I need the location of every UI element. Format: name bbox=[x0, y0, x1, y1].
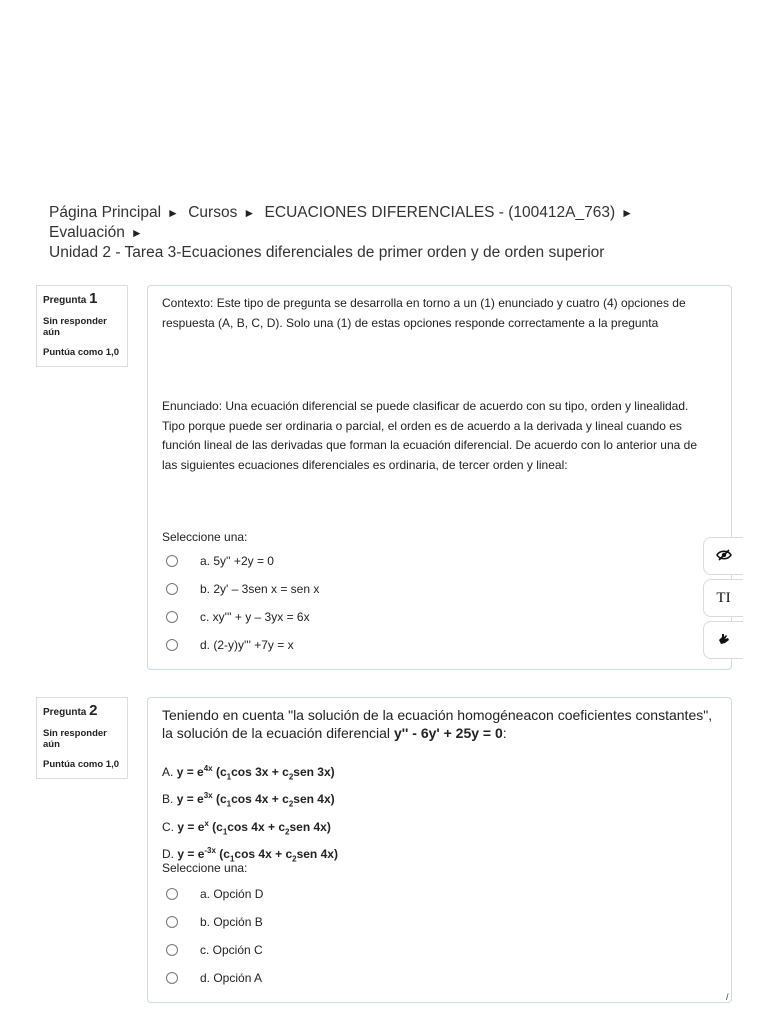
question-number-value: 2 bbox=[89, 702, 98, 719]
breadcrumb-separator: ► bbox=[167, 206, 179, 220]
option-sub1: 1 bbox=[222, 827, 228, 837]
option-term1: cos 4x + c bbox=[227, 819, 286, 834]
solution-option-b bbox=[162, 786, 722, 813]
corner-mark: / bbox=[726, 992, 729, 1002]
answer-label[interactable]: b. Opción B bbox=[200, 915, 263, 929]
question-state: Sin responder aún bbox=[43, 728, 107, 750]
breadcrumb-link-evaluation[interactable]: Evaluación bbox=[49, 224, 125, 241]
option-term2: sen 4x) bbox=[293, 792, 335, 807]
option-exponent: -3x bbox=[204, 846, 216, 856]
question-info bbox=[36, 285, 128, 367]
radio-button[interactable] bbox=[166, 583, 178, 595]
question-label: Pregunta bbox=[43, 295, 87, 306]
breadcrumb-link-courses[interactable]: Cursos bbox=[188, 204, 238, 221]
option-term1: cos 4x + c bbox=[231, 792, 289, 807]
option-exponent: 3x bbox=[203, 791, 213, 801]
breadcrumb bbox=[49, 203, 699, 262]
question-number bbox=[43, 290, 121, 307]
question-state: Sin responder aún bbox=[43, 316, 107, 338]
option-sub2: 2 bbox=[285, 827, 290, 837]
radio-button[interactable] bbox=[166, 944, 178, 956]
option-sub1: 1 bbox=[229, 854, 235, 864]
question-text bbox=[162, 294, 702, 475]
breadcrumb-current[interactable]: Unidad 2 - Tarea 3-Ecuaciones diferenciales de primer orden y de orden superior bbox=[49, 244, 605, 261]
option-c-open: (c bbox=[215, 765, 227, 779]
option-exponent: x bbox=[204, 818, 209, 828]
option-sub2: 2 bbox=[292, 854, 297, 864]
question-number-value: 1 bbox=[89, 290, 98, 307]
hand-icon bbox=[717, 632, 731, 649]
breadcrumb-link-course[interactable]: ECUACIONES DIFERENCIALES - (100412A_763) bbox=[264, 204, 616, 221]
hand-tool-button[interactable] bbox=[703, 621, 743, 659]
select-prompt: Seleccione una: bbox=[162, 530, 248, 544]
breadcrumb-separator: ► bbox=[243, 206, 256, 220]
breadcrumb-link-home[interactable]: Página Principal bbox=[49, 204, 162, 221]
option-y-eq: y = e bbox=[177, 847, 205, 862]
radio-button[interactable] bbox=[166, 888, 178, 900]
text-size-button[interactable] bbox=[703, 579, 743, 617]
question-grade: Puntúa como 1,0 bbox=[43, 759, 120, 770]
question-grade: Puntúa como 1,0 bbox=[43, 347, 120, 358]
accessibility-toolbar bbox=[703, 537, 743, 663]
breadcrumb-separator: ► bbox=[130, 226, 143, 240]
option-y-eq: y = e bbox=[177, 819, 205, 834]
answer-label[interactable]: d. Opción A bbox=[200, 971, 263, 985]
option-c-open: (c bbox=[219, 847, 230, 862]
option-c-open: (c bbox=[215, 792, 227, 807]
breadcrumb-separator: ► bbox=[621, 206, 634, 220]
question-label: Pregunta bbox=[43, 707, 87, 718]
option-letter: B. bbox=[162, 792, 174, 807]
question-intro-text: Teniendo en cuenta "la solución de la ecuación homogéneacon coeficientes constantes", la solución de la ecuación diferencial bbox=[162, 707, 713, 741]
answer-label[interactable]: b. 2y' – 3sen x = sen x bbox=[200, 582, 320, 596]
option-sub2: 2 bbox=[288, 772, 294, 782]
answer-label[interactable]: a. 5y'' +2y = 0 bbox=[200, 554, 274, 568]
question-info bbox=[36, 697, 128, 779]
answer-label[interactable]: c. xy''' + y – 3yx = 6x bbox=[200, 610, 310, 624]
option-sub1: 1 bbox=[226, 799, 232, 809]
question-formulation bbox=[147, 285, 732, 670]
eye-slash-icon bbox=[716, 548, 732, 564]
option-c-open: (c bbox=[212, 819, 223, 834]
option-y-eq: y = e bbox=[176, 792, 204, 807]
solution-option-a bbox=[162, 759, 722, 786]
option-sub2: 2 bbox=[288, 799, 294, 809]
radio-button[interactable] bbox=[166, 916, 178, 928]
option-exponent: 4x bbox=[203, 764, 213, 773]
select-prompt: Seleccione una: bbox=[162, 861, 248, 875]
question-formulation bbox=[147, 697, 732, 1003]
option-y-eq: y = e bbox=[176, 765, 204, 779]
option-term2: sen 3x) bbox=[293, 765, 335, 779]
option-letter: D. bbox=[162, 847, 174, 862]
option-letter: C. bbox=[162, 819, 174, 834]
solution-option-c bbox=[162, 814, 722, 841]
option-letter: A. bbox=[162, 765, 174, 779]
answer-label[interactable]: d. (2-y)y''' +7y = x bbox=[200, 638, 294, 652]
option-term2: sen 4x) bbox=[289, 819, 331, 834]
text-size-icon: TI bbox=[716, 589, 731, 606]
answer-label[interactable]: a. Opción D bbox=[200, 887, 264, 901]
option-sub1: 1 bbox=[226, 772, 232, 782]
radio-button[interactable] bbox=[166, 611, 178, 623]
solution-options bbox=[162, 759, 722, 869]
question-text bbox=[162, 706, 722, 869]
answer-label[interactable]: c. Opción C bbox=[200, 943, 263, 957]
radio-button[interactable] bbox=[166, 972, 178, 984]
option-term2: sen 4x) bbox=[296, 847, 338, 862]
question-intro-end: : bbox=[502, 725, 507, 741]
question-number bbox=[43, 702, 121, 719]
radio-button[interactable] bbox=[166, 555, 178, 567]
option-term1: cos 4x + c bbox=[234, 847, 293, 862]
question-intro bbox=[162, 706, 722, 742]
radio-button[interactable] bbox=[166, 639, 178, 651]
question-context: Contexto: Este tipo de pregunta se desarrolla en torno a un (1) enunciado y cuatro (4) opciones de respuesta (A, B, C, D). Solo una (1) de estas opciones responde correctamente a la pregunta bbox=[162, 296, 686, 330]
hide-toggle-button[interactable] bbox=[703, 537, 743, 575]
option-term1: cos 3x + c bbox=[231, 765, 289, 779]
question-equation: y'' - 6y' + 25y = 0 bbox=[393, 725, 503, 741]
question-statement: Enunciado: Una ecuación diferencial se puede clasificar de acuerdo con su tipo, orden y linealidad. Tipo porque puede ser ordinaria o parcial, el orden es de acuerdo a la derivada y lineal cuando es función lineal de las derivadas que forman la ecuación diferencial. De acuerdo con lo anterior una de las siguientes ecuaciones diferenciales es ordinaria, de tercer orden y lineal: bbox=[162, 399, 698, 472]
